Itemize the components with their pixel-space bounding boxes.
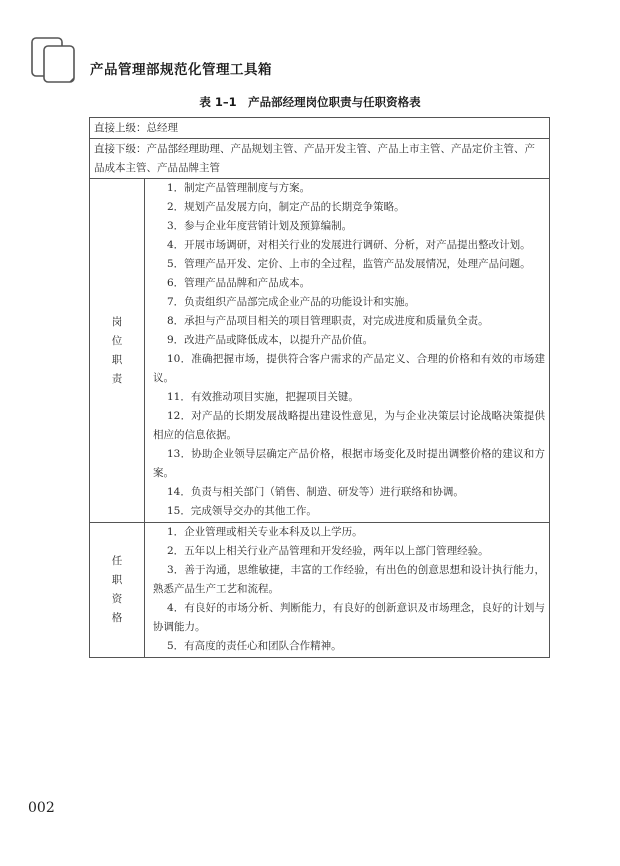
list-item: 2．五年以上相关行业产品管理和开发经验，两年以上部门管理经验。 <box>167 545 489 557</box>
label-char: 岗 <box>111 315 123 328</box>
list-item: 4．有良好的市场分析、判断能力，有良好的创新意识及市场理念，良好的计划与协调能力。 <box>153 602 545 633</box>
superior-cell: 直接上级：总经理 <box>90 118 550 139</box>
list-item: 6．管理产品品牌和产品成本。 <box>167 277 311 289</box>
superior-row <box>90 118 550 139</box>
list-item: 11．有效推动项目实施，把握项目关键。 <box>167 391 359 403</box>
label-char: 职 <box>111 574 123 586</box>
label-char: 责 <box>111 372 123 385</box>
list-item: 1．企业管理或相关专业本科及以上学历。 <box>167 526 363 538</box>
list-item: 14．负责与相关部门（销售、制造、研发等）进行联络和协调。 <box>167 486 464 498</box>
table-caption: 表 1–1 产品部经理岗位职责与任职资格表 <box>199 95 421 109</box>
list-item: 5．管理产品开发、定价、上市的全过程，监管产品发展情况，处理产品问题。 <box>167 258 531 270</box>
responsibilities-list <box>145 179 550 523</box>
subordinates-cell: 直接下级：产品部经理助理、产品规划主管、产品开发主管、产品上市主管、产品定价主管、产品成本主管、产品品牌主管 <box>90 139 550 179</box>
page-number: 002 <box>28 800 55 816</box>
list-item: 15．完成领导交办的其他工作。 <box>167 505 317 517</box>
qualifications-label <box>90 523 145 658</box>
list-item: 5．有高度的责任心和团队合作精神。 <box>167 640 342 652</box>
page-header <box>30 36 600 84</box>
subordinates-row <box>90 139 550 179</box>
list-item: 3．善于沟通，思维敏捷，丰富的工作经验，有出色的创意思想和设计执行能力，熟悉产品生产工艺和流程。 <box>153 564 545 595</box>
label-char: 任 <box>111 555 123 567</box>
label-char: 位 <box>111 334 123 347</box>
label-char: 格 <box>111 612 123 624</box>
responsibilities-row <box>90 179 550 523</box>
list-item: 12．对产品的长期发展战略提出建设性意见，为与企业决策层讨论战略决策提供相应的信息依据。 <box>153 410 545 441</box>
list-item: 9．改进产品或降低成本，以提升产品价值。 <box>167 334 374 346</box>
book-corner-logo-icon <box>30 36 90 84</box>
list-item: 2．规划产品发展方向，制定产品的长期竞争策略。 <box>167 201 405 213</box>
job-description-table <box>89 117 550 658</box>
qualifications-row <box>90 523 550 658</box>
list-item: 10．准确把握市场，提供符合客户需求的产品定义、合理的价格和有效的市场建议。 <box>153 353 545 384</box>
book-title: 产品管理部规范化管理工具箱 <box>90 62 272 78</box>
label-char: 资 <box>111 593 123 605</box>
qualifications-list <box>145 523 550 658</box>
list-item: 1．制定产品管理制度与方案。 <box>167 182 311 194</box>
list-item: 4．开展市场调研，对相关行业的发展进行调研、分析，对产品提出整改计划。 <box>167 239 531 251</box>
list-item: 13．协助企业领导层确定产品价格，根据市场变化及时提出调整价格的建议和方案。 <box>153 448 545 479</box>
list-item: 8．承担与产品项目相关的项目管理职责，对完成进度和质量负全责。 <box>167 315 489 327</box>
list-item: 7．负责组织产品部完成企业产品的功能设计和实施。 <box>167 296 416 308</box>
label-char: 职 <box>111 353 123 366</box>
responsibilities-label <box>90 179 145 523</box>
list-item: 3．参与企业年度营销计划及预算编制。 <box>167 220 353 232</box>
